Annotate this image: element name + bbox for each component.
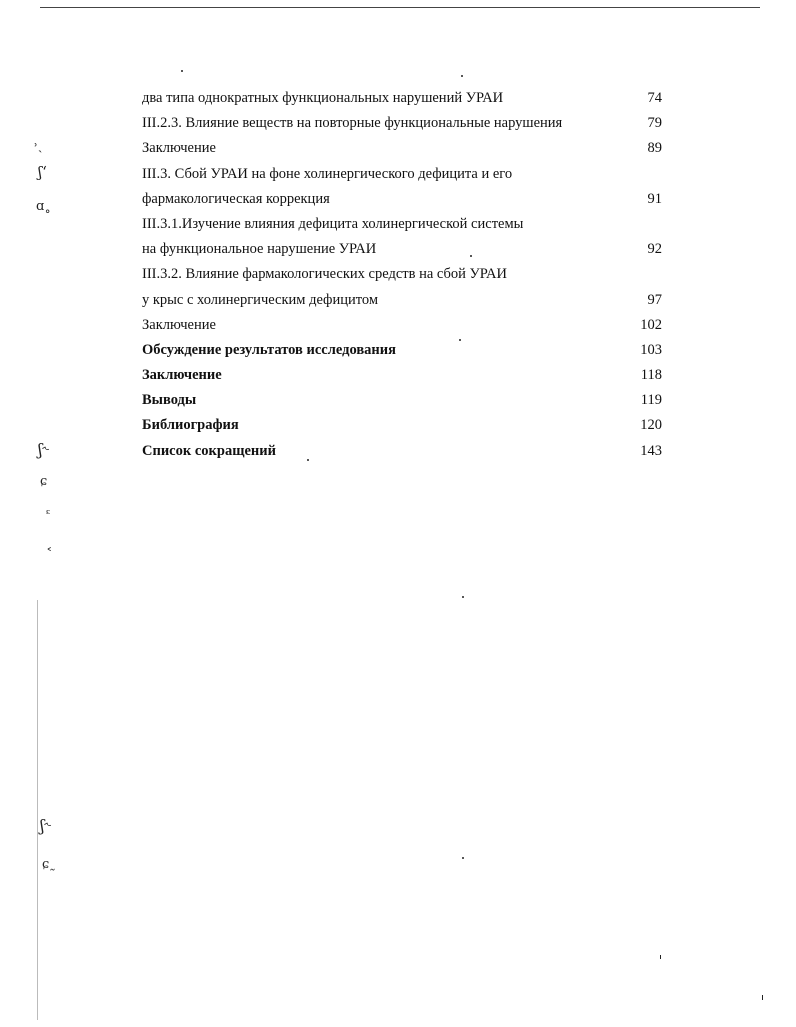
toc-entry-title: III.3. Сбой УРАИ на фоне холинергического дефицита и его (142, 165, 513, 182)
scan-speck (459, 339, 461, 341)
toc-entry-page: 103 (640, 341, 662, 358)
scan-speck (181, 70, 183, 72)
scan-margin-mark: ˒ˎ (34, 139, 43, 154)
toc-entry-title: Обсуждение результатов исследования (142, 341, 396, 358)
toc-entry (142, 162, 662, 187)
toc-entry (142, 413, 662, 438)
table-of-contents (142, 86, 662, 464)
toc-entry (142, 288, 662, 313)
toc-entry (142, 237, 662, 262)
toc-entry-title: Заключение (142, 316, 216, 333)
toc-entry (142, 212, 662, 237)
toc-entry-title: Заключение (142, 367, 222, 384)
scan-speck (462, 857, 464, 859)
toc-entry-page: 92 (647, 241, 662, 258)
scan-margin-mark: ɕ˷ (42, 857, 56, 872)
scan-margin-mark: ʃ‘ (38, 163, 47, 181)
toc-entry-title: III.3.1.Изучение влияния дефицита холинергической системы (142, 215, 524, 232)
top-border-line (40, 7, 760, 8)
toc-entry-title: у крыс с холинергическим дефицитом (142, 291, 379, 308)
scan-speck (470, 255, 472, 257)
scan-speck (660, 955, 661, 959)
toc-entry (142, 388, 662, 413)
scan-speck (762, 995, 763, 1000)
toc-entry-page: 89 (647, 140, 662, 157)
toc-entry-page: 91 (647, 190, 662, 207)
toc-entry (142, 313, 662, 338)
toc-entry (142, 262, 662, 287)
scan-margin-mark: ɕ (40, 474, 48, 489)
toc-entry-title: III.2.3. Влияние веществ на повторные функциональные нарушения (142, 115, 563, 132)
toc-entry (142, 86, 662, 111)
toc-entry-page: 119 (640, 392, 662, 409)
toc-entry-title: III.3.2. Влияние фармакологических средств на сбой УРАИ (142, 266, 507, 283)
scan-margin-mark: ᵋ (46, 507, 51, 522)
toc-entry-title: Заключение (142, 140, 216, 157)
scan-margin-mark: ʃ˞ (40, 816, 52, 835)
scan-margin-mark: ˂ (46, 547, 53, 562)
toc-entry-title: фармакологическая коррекция (142, 190, 330, 207)
scan-speck (307, 459, 309, 461)
toc-entry-title: Список сокращений (142, 442, 276, 459)
toc-entry-page: 118 (640, 367, 662, 384)
scan-speck (462, 596, 464, 598)
toc-entry-title: Выводы (142, 392, 197, 409)
toc-entry (142, 111, 662, 136)
toc-entry-title: на функциональное нарушение УРАИ (142, 241, 377, 258)
toc-entry (142, 439, 662, 464)
toc-entry-title: Библиография (142, 417, 239, 434)
toc-entry-page: 74 (647, 90, 662, 106)
toc-entry (142, 187, 662, 212)
scan-margin-line (37, 600, 38, 1020)
toc-entry-page: 120 (640, 417, 662, 434)
scan-margin-mark: ʃ˞ (38, 440, 50, 459)
toc-entry-page: 79 (647, 115, 662, 132)
toc-entry-page: 102 (640, 316, 662, 333)
scan-margin-mark: ɑ˳ (36, 199, 51, 214)
toc-entry (142, 136, 662, 161)
toc-entry (142, 338, 662, 363)
toc-entry-title: два типа однократных функциональных нарушений УРАИ (142, 90, 504, 106)
scan-speck (461, 75, 463, 77)
toc-entry-page: 143 (640, 442, 662, 459)
toc-entry (142, 363, 662, 388)
toc-entry-page: 97 (647, 291, 662, 308)
